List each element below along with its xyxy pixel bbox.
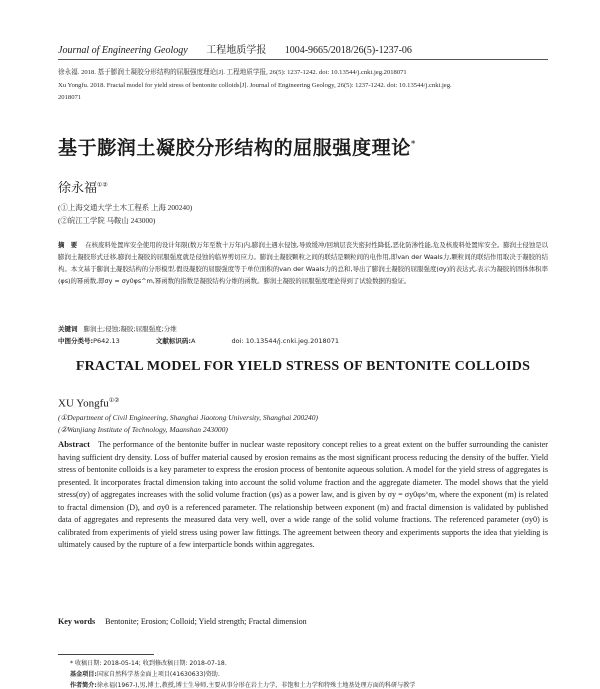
footnote-author-label: 作者简介: [70, 682, 97, 689]
affiliation-en-1: (①Department of Civil Engineering, Shanghai Jiaotong University, Shanghai 200240) [58, 413, 319, 422]
citation-en-line1: Xu Yongfu. 2018. Fractal model for yield stress of bentonite colloids[J]. Journal of Engineering Geology, 26(5): 1237-1242. doi: 10.13544/j.cnki.jeg. [58, 82, 452, 89]
footnote-received: * 收稿日期: 2018-05-14; 收到修改稿日期: 2018-07-18. [70, 660, 227, 667]
journal-name-en: Journal of Engineering Geology [58, 45, 188, 56]
affiliation-zh-1: (①上海交通大学土木工程系 上海 200240) [58, 203, 193, 212]
clc-value: P642.13 [93, 337, 120, 345]
classification-line [58, 336, 339, 345]
doc-code-value: A [190, 337, 196, 345]
footnote-divider [58, 654, 154, 655]
citation-en-line2: 2018071 [58, 94, 82, 101]
clc-label: 中图分类号: [58, 337, 94, 345]
footnote-author [70, 680, 415, 689]
issn-info: 1004-9665/2018/26(5)-1237-06 [284, 45, 412, 56]
author-zh-sup: ①② [97, 182, 108, 189]
doi-label: doi: [231, 337, 244, 345]
keywords-en-text: Bentonite; Erosion; Colloid; Yield strength; Fractal dimension [105, 617, 307, 626]
author-zh-name: 徐永福 [58, 180, 98, 195]
title-en: FRACTAL MODEL FOR YIELD STRESS OF BENTONITE COLLOIDS [75, 359, 531, 374]
title-zh-text: 基于膨润土凝胶分形结构的屈服强度理论 [58, 137, 411, 159]
keywords-en [58, 617, 307, 626]
author-zh [58, 177, 108, 196]
footnote-fund-label: 基金项目: [70, 671, 97, 678]
footnote-fund-text: 国家自然科学基金面上项目(41630633)资助. [96, 671, 220, 678]
keywords-en-label: Key words [58, 617, 96, 626]
abstract-en-label: Abstract [58, 439, 90, 449]
affiliation-en-2: (②Wanjiang Institute of Technology, Maanshan 243000) [58, 425, 228, 434]
abstract-zh [58, 240, 548, 288]
abstract-en-text: The performance of the bentonite buffer in nuclear waste repository concept relies to a great extent on the buffer surrounding the canister having sufficient dry density. Loss of buffer material caused by erosion remains as the most significant process reducing the density of the buffer. Yield stress of bentonite colloids is a key parameter to express the erosion process of bentonite aqueous solution. A model for the yield stress of aggregates is presented. It incorporates fractal dimension taking into account the solid volume fraction and the aggregate diameter. The model shows that the yield stress(σy) of aggregates increases with the solid volume fraction (φs) as a power law, and is given by σy = σy0φs^m, where the exponent (m) is related to fractal dimension (D), and σy0 is a referenced parameter. The relationship between exponent (m) and fractal dimension is validated by published data of aggregates and represents the measured data very well, over a wide range of the solid volume fractions. The referenced parameter (σy0) is calibrated from experiments of yield stress using power law fittings. The agreement between theory and experiments supports the idea that yielding is ultimately caused by the rupture of a few interparticle bonds within aggregates. [58, 440, 548, 550]
abstract-zh-label: 摘 要 [58, 241, 78, 249]
doi-value: 10.13544/j.cnki.jeg.2018071 [245, 337, 340, 345]
abstract-zh-text: 在核废料处置库安全使用的设计年限(数万年至数十万年)内,膨润土遇水侵蚀,导致缓冲/回填层丧失密封性降低,恶化防渗性能,危及核废料处置库安全。膨润土侵蚀是以膨润土凝胶形式迁移,膨润土凝胶的屈服强度就是侵蚀的临界剪切应力。膨润土凝胶颗粒之间的联结是颗粒间的电作用,即van der Waals力,颗粒间的联结作用取决于凝胶的结构。本文基于膨润土凝胶结构的分形模型,假设凝胶的屈服强度等于单位面积的van der Waals力的总和,导出了膨润土凝胶的屈服强度(σy)的表达式,表示为凝胶的固体体积率(φs)的幂函数,即σy = σy0φs^m,幂函数的指数是凝胶结构分维的函数。膨润土凝胶的屈服强度理论得到了试验数据的验证。 [58, 241, 549, 285]
abstract-en [58, 438, 548, 552]
footnote-author-text: 徐永福(1967-),男,博士,教授,博士生导师,主要从事分形在岩土力学、非饱和土力学和特殊土地基处理方面的科研与教学 [96, 682, 416, 689]
title-footnote-mark: * [410, 139, 416, 150]
keywords-zh-text: 膨润土;侵蚀;凝胶;屈服强度;分维 [83, 325, 177, 333]
title-zh [58, 133, 548, 160]
keywords-zh [58, 324, 177, 333]
citation-zh: 徐永福. 2018. 基于膨润土凝胶分形结构的屈服强度理论[J]. 工程地质学报, 26(5): 1237-1242. doi: 10.13544/j.cnki.jeg.2018071 [58, 69, 407, 76]
journal-name-zh: 工程地质学报 [206, 45, 267, 56]
author-en-name: XU Yongfu [58, 397, 109, 410]
author-en [58, 397, 120, 410]
author-en-sup: ①② [108, 398, 120, 404]
keywords-zh-label: 关键词 [58, 325, 78, 333]
footnote-fund [70, 669, 220, 678]
affiliation-zh-2: (②皖江工学院 马鞍山 243000) [58, 216, 156, 225]
doc-code-label: 文献标识码: [155, 337, 191, 345]
running-head [58, 41, 548, 60]
